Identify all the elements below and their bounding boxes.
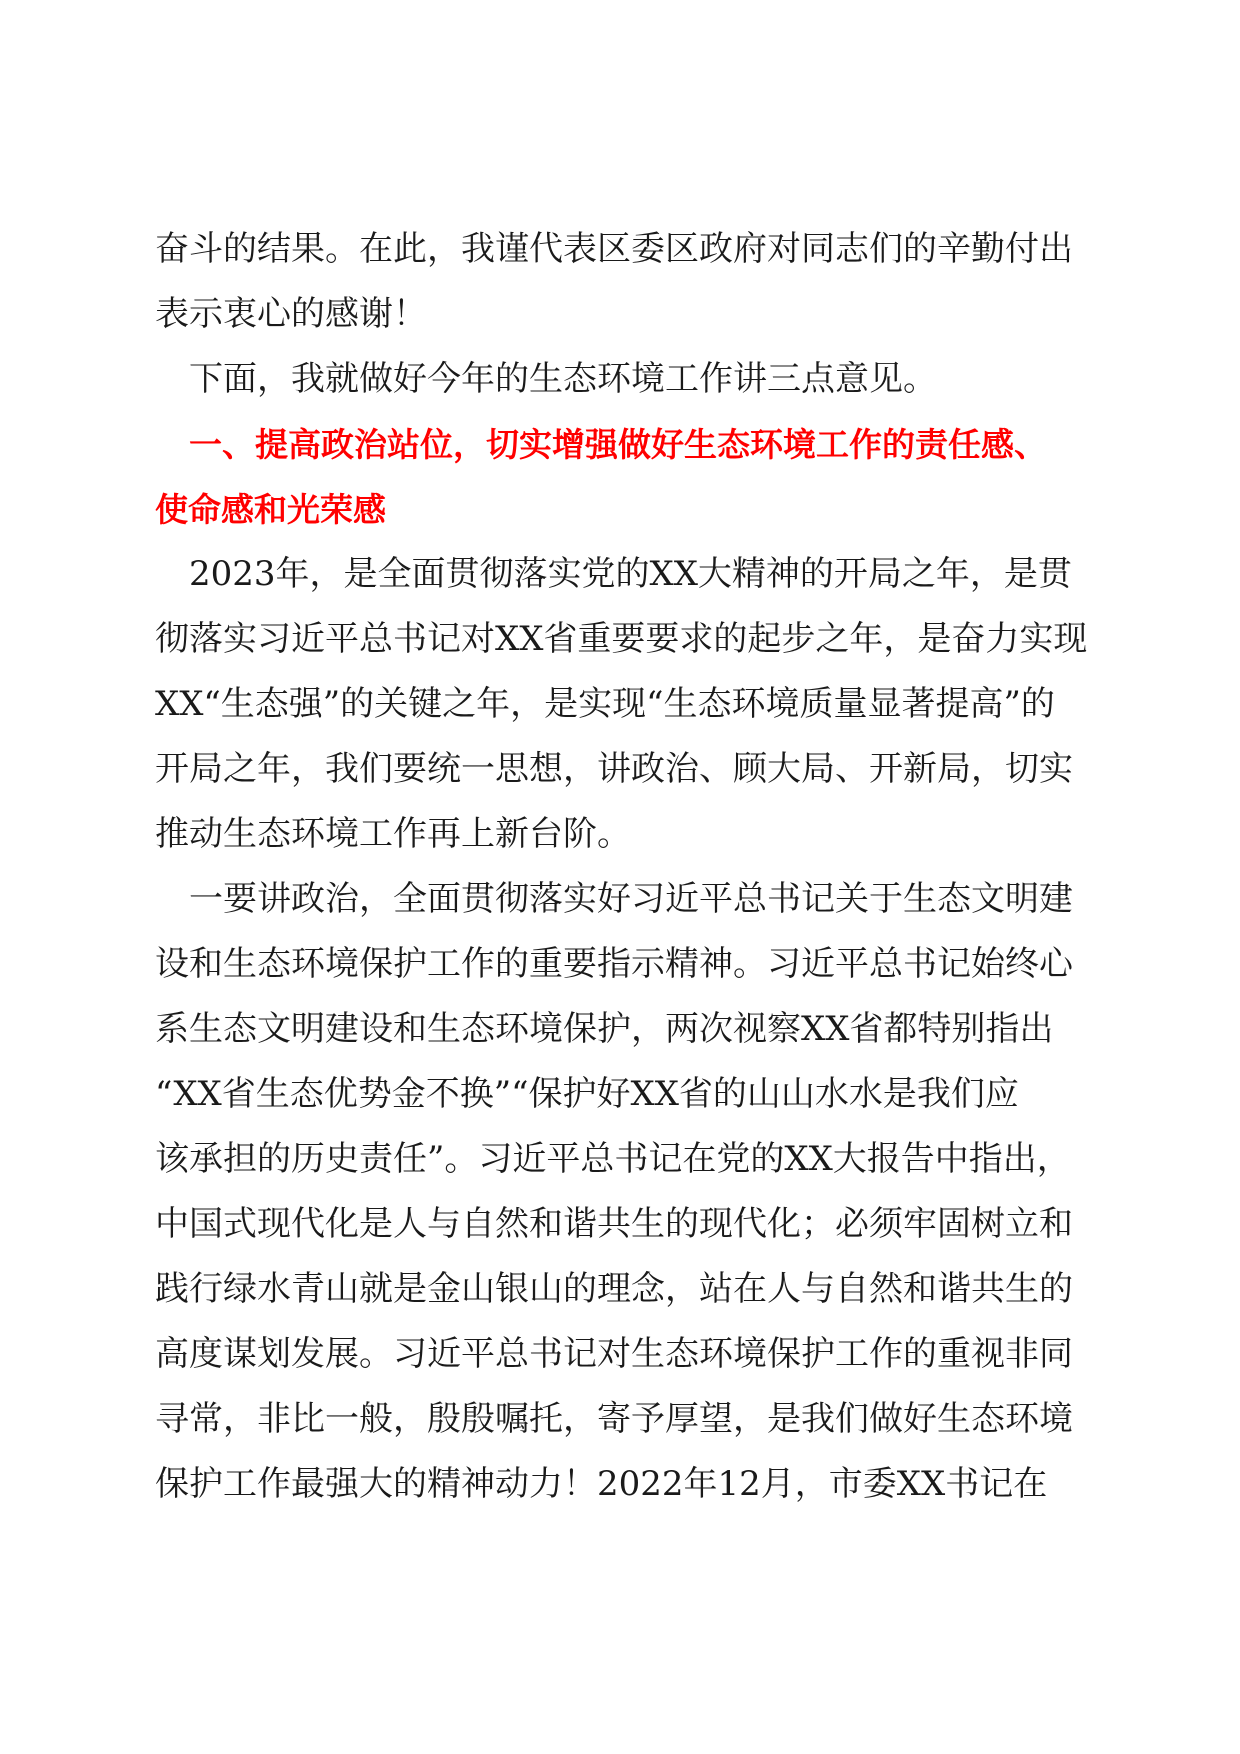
text-line: “XX省生态优势金不换”“保护好XX省的山山水水是我们应 bbox=[155, 1074, 1019, 1114]
text-line: 高度谋划发展。习近平总书记对生态环境保护工作的重视非同 bbox=[155, 1334, 1073, 1374]
text-line: 彻落实习近平总书记对XX省重要要求的起步之年，是奋力实现 bbox=[155, 619, 1088, 659]
text-line: 开局之年，我们要统一思想，讲政治、顾大局、开新局，切实 bbox=[155, 749, 1073, 789]
text-line: 2023年，是全面贯彻落实党的XX大精神的开局之年，是贯 bbox=[189, 554, 1072, 594]
text-line: XX“生态强”的关键之年，是实现“生态环境质量显著提高”的 bbox=[155, 684, 1055, 724]
heading-line: 一、提高政治站位，切实增强做好生态环境工作的责任感、 bbox=[189, 425, 1047, 464]
text-line: 系生态文明建设和生态环境保护，两次视察XX省都特别指出 bbox=[155, 1009, 1054, 1049]
paragraph-politics bbox=[155, 867, 1095, 1517]
text-line: 践行绿水青山就是金山银山的理念，站在人与自然和谐共生的 bbox=[155, 1269, 1073, 1309]
text-line: 奋斗的结果。在此，我谨代表区委区政府对同志们的辛勤付出 bbox=[155, 229, 1073, 269]
text-line: 一要讲政治，全面贯彻落实好习近平总书记关于生态文明建 bbox=[189, 879, 1073, 919]
paragraph-2023-overview bbox=[155, 542, 1095, 867]
text-line: 寻常，非比一般，殷殷嘱托，寄予厚望，是我们做好生态环境 bbox=[155, 1399, 1073, 1439]
paragraph-closing-thanks bbox=[155, 217, 1095, 347]
document-body bbox=[155, 217, 1095, 1517]
text-line: 表示衷心的感谢！ bbox=[155, 294, 427, 334]
text-line: 推动生态环境工作再上新台阶。 bbox=[155, 814, 631, 854]
paragraph-intro bbox=[155, 347, 1095, 412]
heading-line: 使命感和光荣感 bbox=[155, 490, 386, 529]
text-line: 设和生态环境保护工作的重要指示精神。习近平总书记始终心 bbox=[155, 944, 1073, 984]
text-line: 该承担的历史责任”。习近平总书记在党的XX大报告中指出， bbox=[155, 1139, 1071, 1179]
section-heading-1 bbox=[155, 412, 1095, 542]
text-line: 中国式现代化是人与自然和谐共生的现代化；必须牢固树立和 bbox=[155, 1204, 1073, 1244]
text-line: 保护工作最强大的精神动力！2022年12月，市委XX书记在 bbox=[155, 1464, 1048, 1504]
text-line: 下面，我就做好今年的生态环境工作讲三点意见。 bbox=[189, 359, 937, 399]
